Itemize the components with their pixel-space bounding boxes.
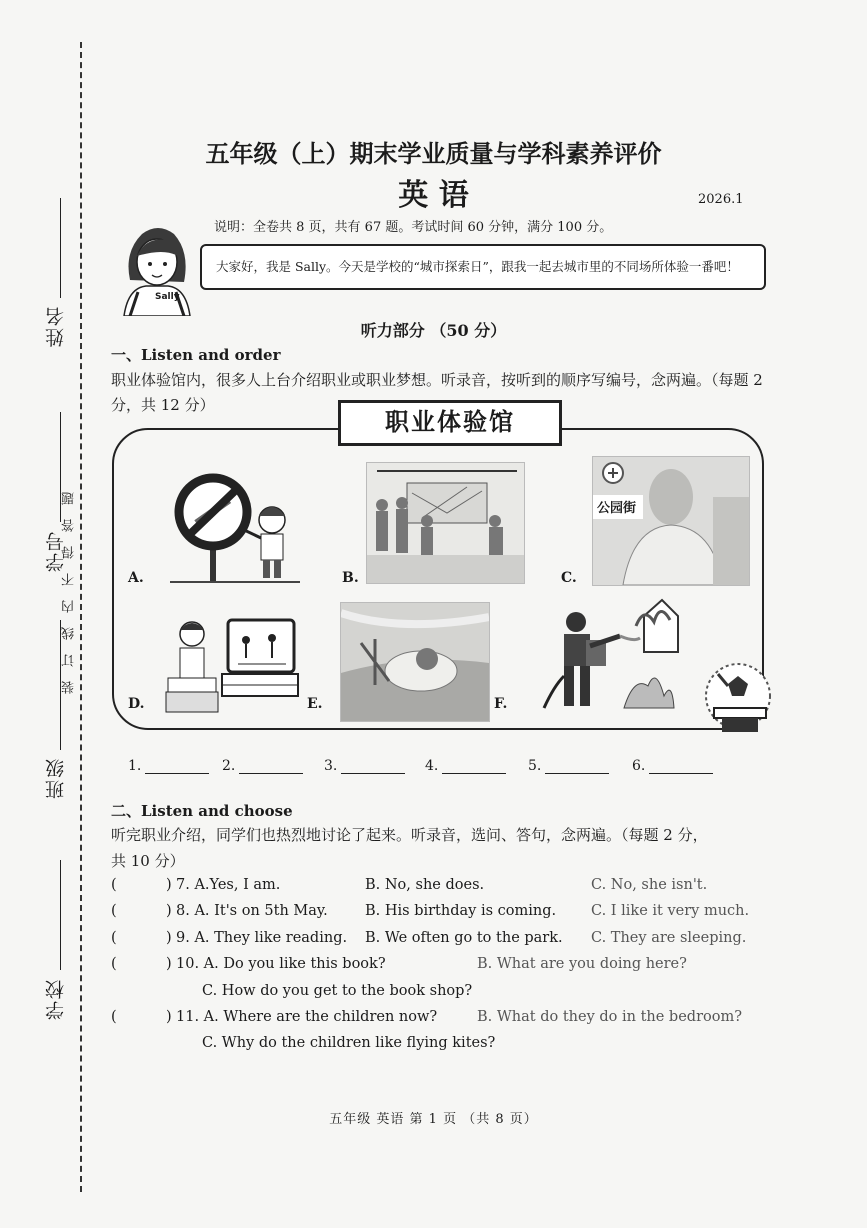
picture-label-f: F. [494, 696, 508, 712]
question-10-option-c: C. How do you get to the book shop? [202, 983, 473, 999]
section1-heading: 一、Listen and order [111, 346, 281, 364]
blank-line[interactable] [545, 759, 609, 774]
listening-heading: 听力部分 （50 分） [360, 321, 507, 340]
blank-number: 5. [528, 758, 542, 774]
question-11-paren-open: ( [111, 1009, 117, 1025]
firefighter-icon [524, 596, 690, 714]
no-smoking-sign-icon [160, 468, 310, 586]
picture-label-d: D. [128, 696, 145, 712]
blank-line[interactable] [341, 759, 405, 774]
answer-blank-4[interactable] [425, 758, 506, 774]
sally-badge: Sally [155, 292, 180, 302]
picture-b-subway [366, 462, 525, 584]
picture-e-pilot [340, 602, 490, 722]
picture-label-a: A. [128, 570, 144, 586]
answer-blank-5[interactable] [528, 758, 609, 774]
question-11-option-b: B. What do they do in the bedroom? [477, 1009, 742, 1025]
blank-line[interactable] [145, 759, 209, 774]
instructions: 说明：全卷共 8 页，共有 67 题。考试时间 60 分钟，满分 100 分。 [214, 220, 613, 235]
blank-line[interactable] [239, 759, 303, 774]
question-10-option-a: 10. A. Do you like this book? [176, 956, 386, 972]
question-8-option-b: B. His birthday is coming. [365, 903, 557, 919]
picture-label-c: C. [561, 570, 577, 586]
question-11-option-a: 11. A. Where are the children now? [176, 1009, 438, 1025]
answer-blank-1[interactable] [128, 758, 209, 774]
question-10-paren-open: ( [111, 956, 117, 972]
binding-dashed-line [80, 42, 82, 1192]
question-9-paren-open: ( [111, 930, 117, 946]
section1-instruction: 职业体验馆内，很多人上台介绍职业或职业梦想。听录音，按听到的顺序写编号，念两遍。（每题 2 分，共 12 分） [111, 371, 763, 414]
blank-number: 6. [632, 758, 646, 774]
question-10-paren-close[interactable]: ) [166, 956, 172, 972]
worker-portrait-icon [593, 457, 749, 585]
question-11-paren-close[interactable]: ) [166, 1009, 172, 1025]
answer-blank-6[interactable] [632, 758, 713, 774]
blank-line[interactable] [649, 759, 713, 774]
question-7-paren-close[interactable]: ) [166, 877, 172, 893]
blank-line[interactable] [442, 759, 506, 774]
subway-people-icon [367, 463, 524, 583]
blank-number: 3. [324, 758, 338, 774]
class-label: 班级 [45, 757, 67, 799]
question-11-option-c: C. Why do the children like flying kites? [202, 1035, 496, 1051]
answer-blank-3[interactable] [324, 758, 405, 774]
career-hall-banner: 职业体验馆 [338, 400, 562, 446]
question-8-paren-open: ( [111, 903, 117, 919]
question-7-paren-open: ( [111, 877, 117, 893]
speaker-podium-icon [698, 662, 776, 734]
blank-number: 4. [425, 758, 439, 774]
street-sign-text: 公园街 [597, 501, 637, 516]
question-9-option-c: C. They are sleeping. [591, 930, 747, 946]
question-10-option-b: B. What are you doing here? [477, 956, 687, 972]
question-7-option-b: B. No, she does. [365, 877, 485, 893]
answer-blank-2[interactable] [222, 758, 303, 774]
airplane-pilot-icon [341, 603, 489, 721]
page-footer: 五年级 英语 第 1 页 （共 8 页） [329, 1112, 538, 1127]
blank-number: 2. [222, 758, 236, 774]
question-9-option-a: 9. A. They like reading. [176, 930, 348, 946]
picture-label-b: B. [342, 570, 359, 586]
exam-title: 五年级（上）期末学业质量与学科素养评价 [205, 139, 662, 168]
school-label: 学校 [45, 978, 67, 1020]
binding-notice: 装订线内不得答题 [62, 478, 77, 694]
subject-title: 英 语 [398, 178, 469, 213]
section2-heading: 二、Listen and choose [111, 802, 293, 820]
picture-label-e: E. [307, 696, 323, 712]
student-id-label: 学号 [45, 530, 67, 572]
question-9-option-b: B. We often go to the park. [365, 930, 563, 946]
question-7-option-a: 7. A.Yes, I am. [176, 877, 281, 893]
question-7-option-c: C. No, she isn't. [591, 877, 708, 893]
picture-c-worker [592, 456, 750, 586]
name-label: 姓名 [45, 305, 67, 347]
exam-date: 2026.1 [698, 192, 744, 207]
question-8-paren-close[interactable]: ) [166, 903, 172, 919]
school-field[interactable] [60, 860, 61, 970]
section2-instruction-line2: 共 10 分） [111, 852, 185, 870]
question-8-option-a: 8. A. It's on 5th May. [176, 903, 328, 919]
blank-number: 1. [128, 758, 142, 774]
section2-instruction-line1: 听完职业介绍，同学们也热烈地讨论了起来。听录音，选问、答句，念两遍。（每题 2 分， [111, 826, 708, 844]
boy-watching-tv-icon [164, 612, 300, 716]
speech-box: 大家好，我是 Sally。今天是学校的“城市探索日”，跟我一起去城市里的不同场所体验一番吧！ [200, 244, 766, 290]
question-8-option-c: C. I like it very much. [591, 903, 750, 919]
question-9-paren-close[interactable]: ) [166, 930, 172, 946]
